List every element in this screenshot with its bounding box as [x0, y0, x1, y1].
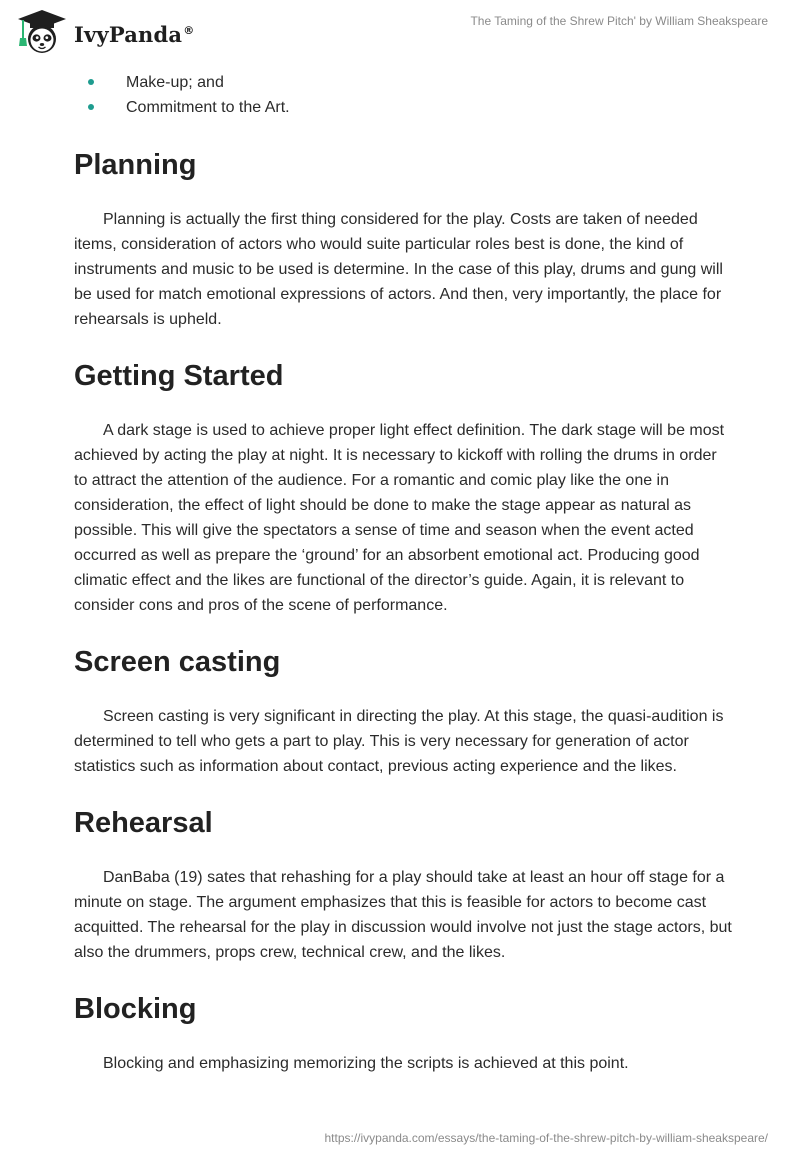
- logo-text: IvyPanda®: [74, 21, 195, 47]
- section-getting-started: [74, 358, 734, 618]
- section-paragraph: A dark stage is used to achieve proper light effect definition. The dark stage will be most achieved by acting the play at night. It is necessary to kickoff with rolling the drums in order to attract the attention of the audience. For a romantic and comic play like the one in consideration, the effect of light should be done to make the stage appear as natural as possible. This will give the spectators a sense of time and season when the event acted occurred as well as prepare the ‘ground’ for an absorbent emotional act. Producing good climatic effect and the likes are functional of the director’s guide. Again, it is relevant to consider cons and pros of the scene of performance.: [74, 422, 725, 614]
- section-heading: Getting Started: [74, 360, 284, 392]
- bullet-dot-icon: [88, 79, 94, 85]
- section-blocking: [74, 991, 734, 1076]
- logo[interactable]: [14, 8, 194, 56]
- bullet-dot-icon: [88, 104, 94, 110]
- section-paragraph: Screen casting is very significant in directing the play. At this stage, the quasi-audition is determined to tell who gets a part to play. This is very necessary for generation of actor statistics such as information about contact, previous acting experience and the likes.: [74, 708, 724, 775]
- section-screen-casting: [74, 644, 734, 779]
- section-paragraph: Planning is actually the first thing considered for the play. Costs are taken of needed items, consideration of actors who would suite particular roles best is done, the kind of instruments and music to be used is determine. In the case of this play, drums and gung will be used for match emotional expressions of actors. And then, very importantly, the place for rehearsals is upheld.: [74, 211, 723, 328]
- source-url-link[interactable]: https://ivypanda.com/essays/the-taming-of-the-shrew-pitch-by-william-sheakspeare/: [324, 1131, 768, 1145]
- section-heading: Rehearsal: [74, 807, 213, 839]
- bullet-list: [74, 70, 734, 120]
- essay-content: [74, 70, 734, 1076]
- list-item-text: Commitment to the Art.: [126, 99, 290, 116]
- page-header: [0, 0, 800, 62]
- list-item: [74, 95, 734, 120]
- section-paragraph: Blocking and emphasizing memorizing the scripts is achieved at this point.: [103, 1055, 629, 1072]
- panda-graduate-icon: [14, 8, 70, 56]
- section-heading: Blocking: [74, 993, 197, 1025]
- list-item: [74, 70, 734, 95]
- section-planning: [74, 147, 734, 332]
- list-item-text: Make-up; and: [126, 74, 224, 91]
- section-heading: Planning: [74, 149, 197, 181]
- section-paragraph: DanBaba (19) sates that rehashing for a play should take at least an hour off stage for a minute on stage. The argument emphasizes that this is feasible for actors to become cast acquitted. The rehearsal for the play in discussion would involve not just the stage actors, but also the drummers, props crew, technical crew, and the likes.: [74, 869, 732, 961]
- section-heading: Screen casting: [74, 646, 281, 678]
- registered-mark: ®: [183, 23, 195, 37]
- document-title: The Taming of the Shrew Pitch' by William Sheakspeare: [470, 14, 768, 28]
- section-rehearsal: [74, 805, 734, 965]
